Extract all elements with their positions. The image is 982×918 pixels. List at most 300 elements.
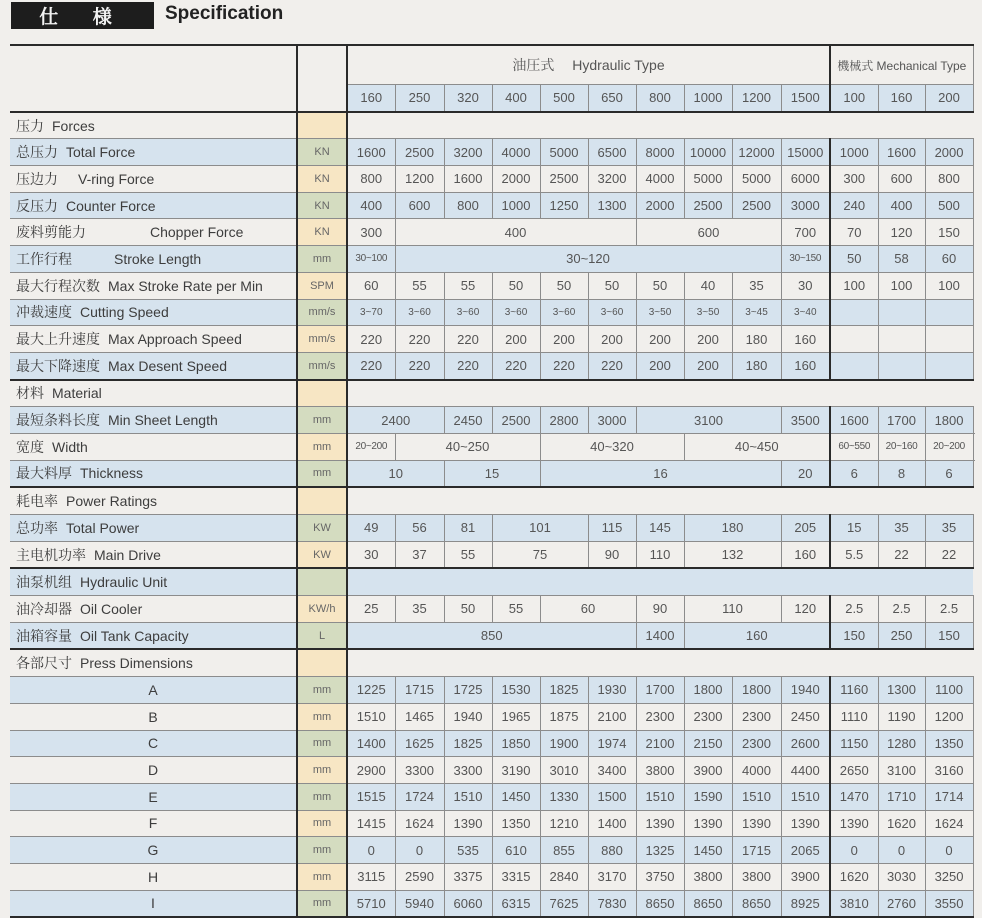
row-label-zh: 油冷却器 xyxy=(16,602,72,618)
value-cell: 0 xyxy=(878,837,925,864)
value-cell: 15 xyxy=(830,515,878,542)
dimension-label: E xyxy=(10,783,297,810)
model-header-cell: 250 xyxy=(395,85,444,112)
value-cell: 2450 xyxy=(444,407,492,434)
value-cell: 20~200 xyxy=(347,433,395,460)
value-cell: 5000 xyxy=(684,166,732,193)
row-label-zh: 总功率 xyxy=(16,521,58,537)
value-cell: 1510 xyxy=(444,783,492,810)
value-cell: 90 xyxy=(588,541,636,568)
spec-row-min-sheet-length xyxy=(10,407,974,434)
value-cell: 110 xyxy=(636,541,684,568)
value-cell xyxy=(925,352,973,379)
value-cell: 200 xyxy=(540,326,588,353)
spec-row-total-power xyxy=(10,515,974,542)
value-cell: 220 xyxy=(444,326,492,353)
value-cell: 0 xyxy=(395,837,444,864)
value-cell: 400 xyxy=(347,192,395,219)
dimension-row xyxy=(10,810,974,837)
value-cell: 5710 xyxy=(347,890,395,917)
section-label xyxy=(10,487,297,514)
value-cell: 1965 xyxy=(492,703,540,730)
value-cell: 3200 xyxy=(444,139,492,166)
section-label-zh: 压力 xyxy=(16,119,44,135)
unit-cell: mm/s xyxy=(297,299,347,326)
value-cell: 3000 xyxy=(781,192,830,219)
unit-cell: mm xyxy=(297,703,347,730)
value-cell: 115 xyxy=(588,515,636,542)
value-cell: 1330 xyxy=(540,783,588,810)
value-cell: 5000 xyxy=(732,166,781,193)
value-cell: 3550 xyxy=(925,890,973,917)
value-cell: 1620 xyxy=(878,810,925,837)
value-cell: 2760 xyxy=(878,890,925,917)
value-cell: 3~60 xyxy=(588,299,636,326)
value-cell: 0 xyxy=(830,837,878,864)
value-cell: 3250 xyxy=(925,863,973,890)
section-label-zh: 耗电率 xyxy=(16,494,58,510)
value-cell: 200 xyxy=(636,326,684,353)
value-cell: 150 xyxy=(925,622,973,649)
dimension-row xyxy=(10,703,974,730)
value-cell: 220 xyxy=(492,352,540,379)
section-label-en: Material xyxy=(52,385,102,401)
value-cell: 120 xyxy=(781,596,830,623)
section-title-zh: 仕 様 xyxy=(11,2,154,29)
row-label-zh: 最大下降速度 xyxy=(16,359,100,375)
value-cell: 2500 xyxy=(684,192,732,219)
row-label xyxy=(10,460,297,487)
section-row-power xyxy=(10,487,974,514)
value-cell: 160 xyxy=(781,541,830,568)
value-cell: 2900 xyxy=(347,757,395,784)
value-cell: 3800 xyxy=(732,863,781,890)
value-cell: 50 xyxy=(444,596,492,623)
value-cell: 220 xyxy=(395,326,444,353)
row-label-en: Main Drive xyxy=(94,547,161,563)
model-header-cell: 100 xyxy=(830,85,878,112)
value-cell: 3~45 xyxy=(732,299,781,326)
value-cell: 2150 xyxy=(684,730,732,757)
unit-cell: KW xyxy=(297,541,347,568)
value-cell: 1624 xyxy=(395,810,444,837)
value-cell: 8 xyxy=(878,460,925,487)
unit-cell xyxy=(297,568,347,595)
value-cell: 1700 xyxy=(636,677,684,704)
dimension-row xyxy=(10,863,974,890)
row-label xyxy=(10,326,297,353)
unit-cell: mm xyxy=(297,246,347,273)
row-label xyxy=(10,139,297,166)
value-cell: 1350 xyxy=(925,730,973,757)
header-blank xyxy=(10,45,297,112)
spec-row-approach-speed xyxy=(10,326,974,353)
row-label xyxy=(10,515,297,542)
section-blank xyxy=(347,380,973,407)
value-cell: 150 xyxy=(925,219,973,246)
value-cell: 1510 xyxy=(781,783,830,810)
value-cell: 20~160 xyxy=(878,433,925,460)
value-cell: 100 xyxy=(925,272,973,299)
section-blank xyxy=(347,487,973,514)
value-cell: 1390 xyxy=(732,810,781,837)
value-cell: 3300 xyxy=(395,757,444,784)
section-row-material xyxy=(10,380,974,407)
value-cell: 1225 xyxy=(347,677,395,704)
row-label-en: V-ring Force xyxy=(78,171,154,187)
value-cell: 3~60 xyxy=(395,299,444,326)
value-cell: 25 xyxy=(347,596,395,623)
dimension-label: B xyxy=(10,703,297,730)
value-cell: 1510 xyxy=(347,703,395,730)
value-cell: 1300 xyxy=(878,677,925,704)
value-cell: 7625 xyxy=(540,890,588,917)
spec-row-width xyxy=(10,433,974,460)
row-label xyxy=(10,352,297,379)
value-cell: 2.5 xyxy=(830,596,878,623)
value-cell: 20 xyxy=(781,460,830,487)
row-label-zh: 最大料厚 xyxy=(16,466,72,482)
value-cell: 2590 xyxy=(395,863,444,890)
value-cell: 2600 xyxy=(781,730,830,757)
unit-cell xyxy=(297,487,347,514)
unit-cell: mm xyxy=(297,460,347,487)
specification-table xyxy=(10,44,974,918)
value-cell: 1280 xyxy=(878,730,925,757)
value-cell: 20~200 xyxy=(925,433,973,460)
model-header-cell: 650 xyxy=(588,85,636,112)
unit-cell: mm xyxy=(297,407,347,434)
value-cell: 35 xyxy=(395,596,444,623)
model-header-cell: 320 xyxy=(444,85,492,112)
value-cell xyxy=(878,299,925,326)
value-cell: 2500 xyxy=(732,192,781,219)
value-cell: 0 xyxy=(347,837,395,864)
value-cell: 2000 xyxy=(636,192,684,219)
model-header-cell: 1500 xyxy=(781,85,830,112)
value-cell: 2840 xyxy=(540,863,588,890)
row-label-en: Width xyxy=(52,439,88,455)
value-cell: 75 xyxy=(492,541,588,568)
section-row-dimensions xyxy=(10,649,974,676)
value-cell: 855 xyxy=(540,837,588,864)
value-cell: 1710 xyxy=(878,783,925,810)
value-cell: 30 xyxy=(347,541,395,568)
unit-cell: mm xyxy=(297,730,347,757)
row-label-zh: 宽度 xyxy=(16,440,44,456)
value-cell: 22 xyxy=(878,541,925,568)
spec-row-thickness xyxy=(10,460,974,487)
unit-cell: L xyxy=(297,622,347,649)
row-label-en: Counter Force xyxy=(66,198,155,214)
row-label-zh: 最大上升速度 xyxy=(16,332,100,348)
value-cell: 600 xyxy=(395,192,444,219)
value-cell: 4000 xyxy=(732,757,781,784)
value-cell: 1470 xyxy=(830,783,878,810)
value-cell: 1800 xyxy=(925,407,973,434)
unit-cell: mm xyxy=(297,810,347,837)
value-cell: 3160 xyxy=(925,757,973,784)
value-cell: 800 xyxy=(444,192,492,219)
unit-cell: SPM xyxy=(297,272,347,299)
value-cell: 850 xyxy=(347,622,636,649)
section-label xyxy=(10,380,297,407)
value-cell: 55 xyxy=(492,596,540,623)
value-cell: 200 xyxy=(588,326,636,353)
value-cell: 1620 xyxy=(830,863,878,890)
section-label xyxy=(10,568,297,595)
value-cell: 1825 xyxy=(444,730,492,757)
value-cell: 60 xyxy=(347,272,395,299)
value-cell: 3~40 xyxy=(781,299,830,326)
value-cell: 1510 xyxy=(636,783,684,810)
spec-row-main-drive xyxy=(10,541,974,568)
value-cell: 1400 xyxy=(636,622,684,649)
value-cell: 220 xyxy=(444,352,492,379)
value-cell: 50 xyxy=(636,272,684,299)
value-cell: 7830 xyxy=(588,890,636,917)
dimension-label: D xyxy=(10,757,297,784)
value-cell: 35 xyxy=(732,272,781,299)
value-cell: 4000 xyxy=(492,139,540,166)
row-label xyxy=(10,407,297,434)
spec-row-total-force xyxy=(10,139,974,166)
value-cell: 3300 xyxy=(444,757,492,784)
value-cell: 132 xyxy=(684,541,781,568)
value-cell: 49 xyxy=(347,515,395,542)
value-cell: 3~60 xyxy=(492,299,540,326)
value-cell: 1390 xyxy=(781,810,830,837)
value-cell: 1450 xyxy=(492,783,540,810)
dimension-row xyxy=(10,757,974,784)
spec-row-chopper-force xyxy=(10,219,974,246)
value-cell xyxy=(830,299,878,326)
header-unit-blank xyxy=(297,45,347,112)
spec-row-oil-cooler xyxy=(10,596,974,623)
value-cell: 8650 xyxy=(684,890,732,917)
value-cell: 3100 xyxy=(878,757,925,784)
value-cell: 3190 xyxy=(492,757,540,784)
value-cell: 535 xyxy=(444,837,492,864)
section-label-zh: 油泵机组 xyxy=(16,575,72,591)
value-cell: 3100 xyxy=(636,407,781,434)
value-cell: 90 xyxy=(636,596,684,623)
unit-cell: KN xyxy=(297,192,347,219)
section-title-en: Specification xyxy=(165,3,283,25)
value-cell: 2300 xyxy=(732,703,781,730)
value-cell: 2.5 xyxy=(878,596,925,623)
value-cell: 1110 xyxy=(830,703,878,730)
value-cell: 30 xyxy=(781,272,830,299)
value-cell: 1200 xyxy=(925,703,973,730)
row-label-en: Thickness xyxy=(80,465,143,481)
value-cell: 3900 xyxy=(684,757,732,784)
value-cell: 50 xyxy=(830,246,878,273)
value-cell: 1900 xyxy=(540,730,588,757)
value-cell: 6315 xyxy=(492,890,540,917)
row-label xyxy=(10,541,297,568)
row-label-en: Min Sheet Length xyxy=(108,412,218,428)
value-cell: 1500 xyxy=(588,783,636,810)
value-cell: 8650 xyxy=(732,890,781,917)
value-cell: 1400 xyxy=(347,730,395,757)
unit-cell: mm xyxy=(297,757,347,784)
value-cell: 240 xyxy=(830,192,878,219)
model-header-cell: 160 xyxy=(878,85,925,112)
value-cell: 4000 xyxy=(636,166,684,193)
row-label-en: Max Stroke Rate per Min xyxy=(108,278,263,294)
value-cell: 1415 xyxy=(347,810,395,837)
row-label xyxy=(10,596,297,623)
dimension-row xyxy=(10,677,974,704)
mechanical-type-header: 機械式 Mechanical Type xyxy=(830,45,973,85)
value-cell: 160 xyxy=(684,622,830,649)
value-cell: 3900 xyxy=(781,863,830,890)
model-header-cell: 1000 xyxy=(684,85,732,112)
unit-cell: KW/h xyxy=(297,596,347,623)
value-cell: 3115 xyxy=(347,863,395,890)
value-cell: 3750 xyxy=(636,863,684,890)
value-cell: 4400 xyxy=(781,757,830,784)
value-cell: 50 xyxy=(492,272,540,299)
spec-row-counter-force xyxy=(10,192,974,219)
value-cell: 1724 xyxy=(395,783,444,810)
value-cell: 1850 xyxy=(492,730,540,757)
value-cell: 5.5 xyxy=(830,541,878,568)
row-label-zh: 油箱容量 xyxy=(16,629,72,645)
row-label-en: Oil Cooler xyxy=(80,601,142,617)
value-cell: 60 xyxy=(925,246,973,273)
value-cell: 1624 xyxy=(925,810,973,837)
value-cell: 1940 xyxy=(444,703,492,730)
dimension-row xyxy=(10,837,974,864)
section-label-zh: 各部尺寸 xyxy=(16,656,72,672)
section-blank xyxy=(347,568,973,595)
unit-cell xyxy=(297,649,347,676)
value-cell: 3~50 xyxy=(636,299,684,326)
value-cell: 60 xyxy=(540,596,636,623)
row-label xyxy=(10,192,297,219)
value-cell: 1190 xyxy=(878,703,925,730)
value-cell: 6 xyxy=(925,460,973,487)
row-label-en: Chopper Force xyxy=(150,224,243,240)
value-cell: 800 xyxy=(347,166,395,193)
value-cell: 200 xyxy=(684,352,732,379)
value-cell: 1725 xyxy=(444,677,492,704)
value-cell: 35 xyxy=(925,515,973,542)
dimension-label: G xyxy=(10,837,297,864)
value-cell: 35 xyxy=(878,515,925,542)
row-label-en: Max Desent Speed xyxy=(108,358,227,374)
value-cell: 2100 xyxy=(588,703,636,730)
row-label-zh: 冲裁速度 xyxy=(16,305,72,321)
value-cell: 1715 xyxy=(732,837,781,864)
value-cell: 3000 xyxy=(588,407,636,434)
value-cell: 600 xyxy=(878,166,925,193)
value-cell xyxy=(878,352,925,379)
row-label-zh: 主电机功率 xyxy=(16,548,86,564)
value-cell: 3315 xyxy=(492,863,540,890)
value-cell: 1875 xyxy=(540,703,588,730)
value-cell: 55 xyxy=(395,272,444,299)
value-cell: 100 xyxy=(878,272,925,299)
row-label-en: Total Power xyxy=(66,520,139,536)
value-cell: 3010 xyxy=(540,757,588,784)
model-header-cell: 200 xyxy=(925,85,973,112)
row-label xyxy=(10,166,297,193)
value-cell: 2500 xyxy=(395,139,444,166)
value-cell: 220 xyxy=(540,352,588,379)
value-cell: 60~550 xyxy=(830,433,878,460)
section-label-en: Power Ratings xyxy=(66,493,157,509)
value-cell: 37 xyxy=(395,541,444,568)
value-cell: 250 xyxy=(878,622,925,649)
value-cell: 1800 xyxy=(684,677,732,704)
value-cell: 1160 xyxy=(830,677,878,704)
value-cell: 10 xyxy=(347,460,444,487)
unit-cell: KN xyxy=(297,139,347,166)
value-cell: 3500 xyxy=(781,407,830,434)
value-cell: 40 xyxy=(684,272,732,299)
value-cell: 160 xyxy=(781,352,830,379)
value-cell: 1390 xyxy=(636,810,684,837)
value-cell: 1600 xyxy=(830,407,878,434)
row-label-zh: 最大行程次数 xyxy=(16,279,100,295)
value-cell: 3800 xyxy=(636,757,684,784)
dimension-row xyxy=(10,783,974,810)
dimension-label: H xyxy=(10,863,297,890)
value-cell: 3810 xyxy=(830,890,878,917)
value-cell: 1590 xyxy=(684,783,732,810)
value-cell: 2000 xyxy=(492,166,540,193)
value-cell: 3400 xyxy=(588,757,636,784)
value-cell: 2100 xyxy=(636,730,684,757)
row-label-en: Oil Tank Capacity xyxy=(80,628,189,644)
value-cell: 220 xyxy=(395,352,444,379)
value-cell: 1600 xyxy=(878,139,925,166)
unit-cell: mm xyxy=(297,783,347,810)
section-label-en: Forces xyxy=(52,118,95,134)
value-cell: 8000 xyxy=(636,139,684,166)
dimension-label: F xyxy=(10,810,297,837)
value-cell: 200 xyxy=(636,352,684,379)
value-cell: 200 xyxy=(684,326,732,353)
row-label xyxy=(10,622,297,649)
value-cell: 22 xyxy=(925,541,973,568)
row-label xyxy=(10,433,297,460)
section-blank xyxy=(347,112,973,139)
hydraulic-type-header: 油圧式 Hydraulic Type xyxy=(347,45,830,85)
value-cell: 120 xyxy=(878,219,925,246)
value-cell: 400 xyxy=(395,219,636,246)
row-label-en: Stroke Length xyxy=(114,251,201,267)
value-cell: 200 xyxy=(492,326,540,353)
value-cell: 6060 xyxy=(444,890,492,917)
value-cell: 2300 xyxy=(636,703,684,730)
value-cell: 58 xyxy=(878,246,925,273)
row-label-zh: 反压力 xyxy=(16,199,58,215)
value-cell: 0 xyxy=(925,837,973,864)
value-cell: 400 xyxy=(878,192,925,219)
row-label-zh: 工作行程 xyxy=(16,252,72,268)
value-cell: 3~50 xyxy=(684,299,732,326)
section-blank xyxy=(347,649,973,676)
value-cell: 160 xyxy=(781,326,830,353)
value-cell: 2300 xyxy=(684,703,732,730)
value-cell: 1150 xyxy=(830,730,878,757)
value-cell: 1250 xyxy=(540,192,588,219)
value-cell: 1825 xyxy=(540,677,588,704)
